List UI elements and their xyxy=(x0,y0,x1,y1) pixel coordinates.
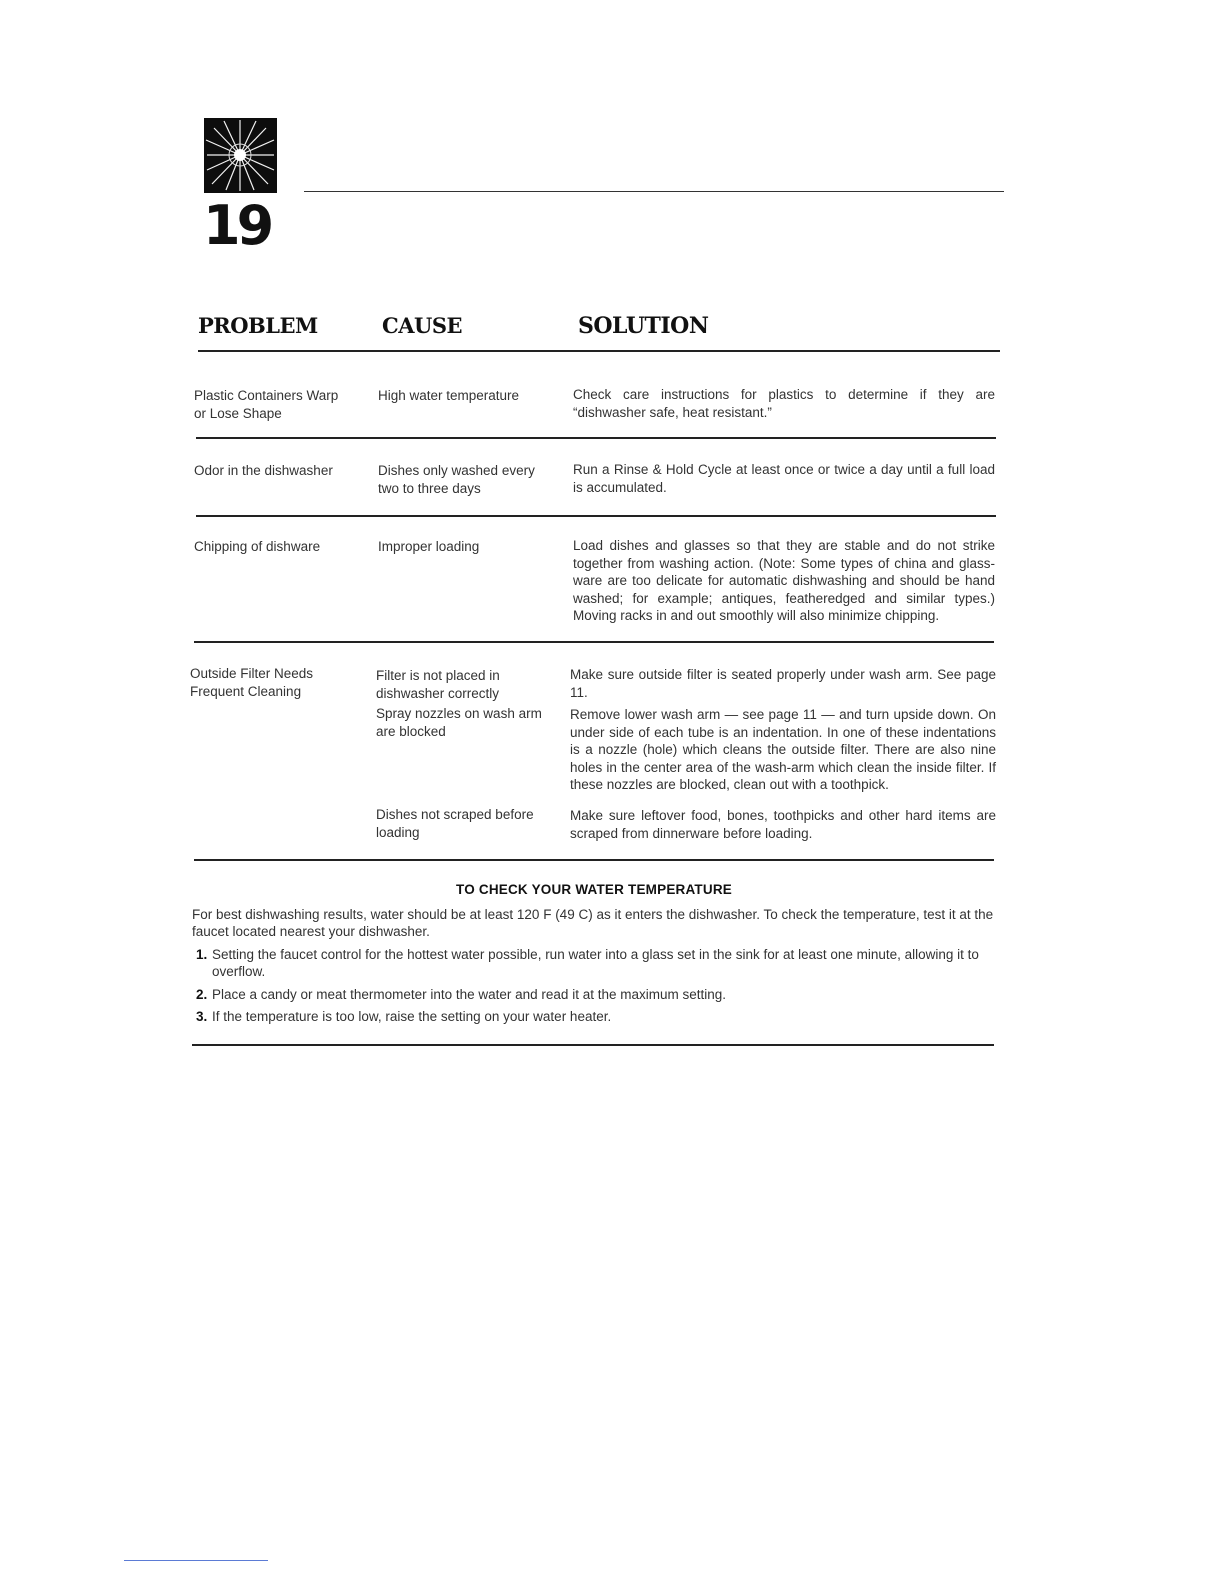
bottom-divider xyxy=(192,1044,994,1046)
footer-link-line xyxy=(124,1560,268,1561)
row-divider xyxy=(194,859,994,861)
problem-cell: Chipping of dishware xyxy=(194,539,321,554)
step-text: Place a candy or meat thermometer into the water and read it at the maximum setting. xyxy=(212,987,726,1002)
problem-cell: Outside Filter Needs Frequent Cleaning xyxy=(190,666,314,699)
cause-cell: Improper loading xyxy=(378,539,480,554)
header-problem: PROBLEM xyxy=(198,313,318,338)
step-text: Setting the faucet control for the hottest water possible, run water into a glass set in the sink for at least one minute, allowing it to overflow. xyxy=(212,947,979,979)
cause-cell: Spray nozzles on wash arm are blocked xyxy=(376,706,542,739)
cause-cell: High water temperature xyxy=(378,388,520,403)
table-header xyxy=(0,313,1224,343)
solution-cell: Make sure outside filter is seated properly under wash arm. See page 11. xyxy=(570,667,996,700)
list-item xyxy=(196,946,996,982)
page-number: 19 xyxy=(203,194,271,257)
problem-cell: Plastic Containers Warp or Lose Shape xyxy=(194,388,339,421)
row-divider xyxy=(194,641,994,643)
cause-cell: Dishes only washed every two to three days xyxy=(378,463,535,496)
list-item xyxy=(196,1008,996,1026)
cause-cell: Dishes not scraped before loading xyxy=(376,807,534,840)
step-number: 3. xyxy=(196,1009,208,1024)
header-divider xyxy=(198,350,1000,352)
solution-cell: Check care instructions for plastics to determine if they are “dishwasher safe, heat resistant.” xyxy=(573,387,995,420)
header-solution: SOLUTION xyxy=(578,313,709,339)
intro-paragraph: For best dishwashing results, water should be at least 120 F (49 C) as it enters the dishwasher. To check the temperature, test it at the faucet located nearest your dishwasher. xyxy=(192,907,994,939)
row-divider xyxy=(196,515,996,517)
row-divider xyxy=(196,437,996,439)
header-cause: CAUSE xyxy=(382,313,462,338)
step-text: If the temperature is too low, raise the setting on your water heater. xyxy=(212,1009,612,1024)
solution-cell: Make sure leftover food, bones, toothpicks and other hard items are scraped from dinnerware before loading. xyxy=(570,808,996,841)
header-rule xyxy=(304,191,1004,192)
list-item xyxy=(196,986,996,1004)
cause-cell: Filter is not placed in dishwasher correctly xyxy=(376,668,500,701)
starburst-icon xyxy=(204,118,277,193)
solution-cell: Remove lower wash arm — see page 11 — and turn upside down. On under side of each tube is an indentation. In one of these indentations is a nozzle (hole) which cleans the outside filter. There are also nine holes in the center area of the wash-arm which clean the inside filter. If these nozzles are blocked, clean out with a toothpick. xyxy=(570,707,996,792)
problem-cell: Odor in the dishwasher xyxy=(194,463,333,478)
step-number: 2. xyxy=(196,987,208,1002)
section-title: TO CHECK YOUR WATER TEMPERATURE xyxy=(456,882,732,897)
solution-cell: Run a Rinse & Hold Cycle at least once or twice a day until a full load is accumulated. xyxy=(573,462,995,495)
solution-cell: Load dishes and glasses so that they are stable and do not strike together from washing action. (Note: Some types of china and glass-ware are too delicate for automatic dishwashing and should be hand washed; for example; antiques, featheredged and similar types.) Moving racks in and out smoothly will also minimize chipping. xyxy=(573,538,995,623)
step-number: 1. xyxy=(196,947,208,962)
